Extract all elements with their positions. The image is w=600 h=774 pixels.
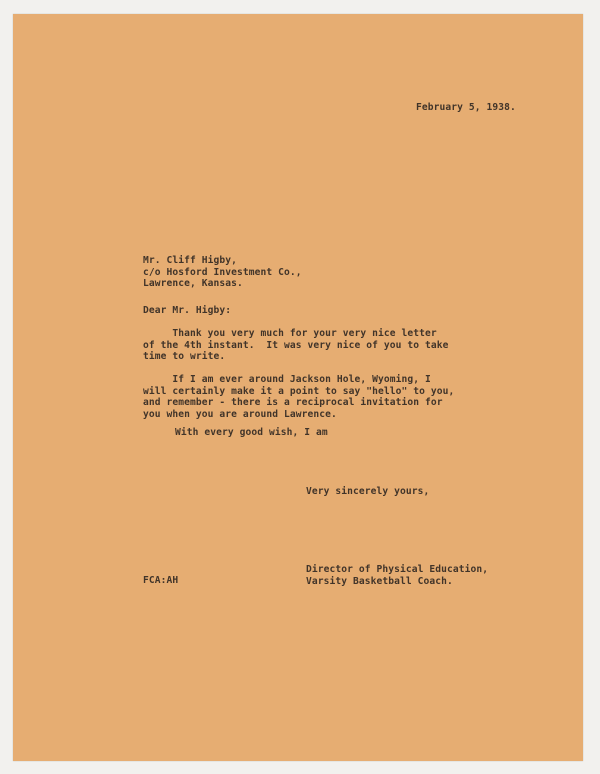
paragraph-1-line: of the 4th instant. It was very nice of you to take [143,339,449,351]
paragraph-2-line: you when you are around Lawrence. [143,408,337,420]
complimentary-closing: Very sincerely yours, [306,486,430,497]
paragraph-2 [143,374,454,420]
reference-initials: FCA:AH [143,575,179,586]
letter-date: February 5, 1938. [416,102,516,113]
paragraph-3: With every good wish, I am [175,427,328,438]
paragraph-1 [143,328,449,363]
paragraph-2-line: If I am ever around Jackson Hole, Wyoming, I [143,374,431,385]
letter-page [13,14,583,761]
paragraph-2-line: and remember - there is a reciprocal invitation for [143,397,443,408]
signature-block [306,564,488,587]
signature-title: Varsity Basketball Coach. [306,575,453,587]
paragraph-1-line: time to write. [143,351,226,362]
address-line-company: c/o Hosford Investment Co., [143,266,302,278]
salutation: Dear Mr. Higby: [143,305,232,316]
signature-title: Director of Physical Education, [306,564,489,575]
address-line-name: Mr. Cliff Higby, [143,255,238,266]
paragraph-1-line: Thank you very much for your very nice letter [143,328,437,339]
recipient-address [143,255,302,290]
paragraph-2-line: will certainly make it a point to say "hello" to you, [143,385,455,397]
address-line-city: Lawrence, Kansas. [143,278,243,289]
